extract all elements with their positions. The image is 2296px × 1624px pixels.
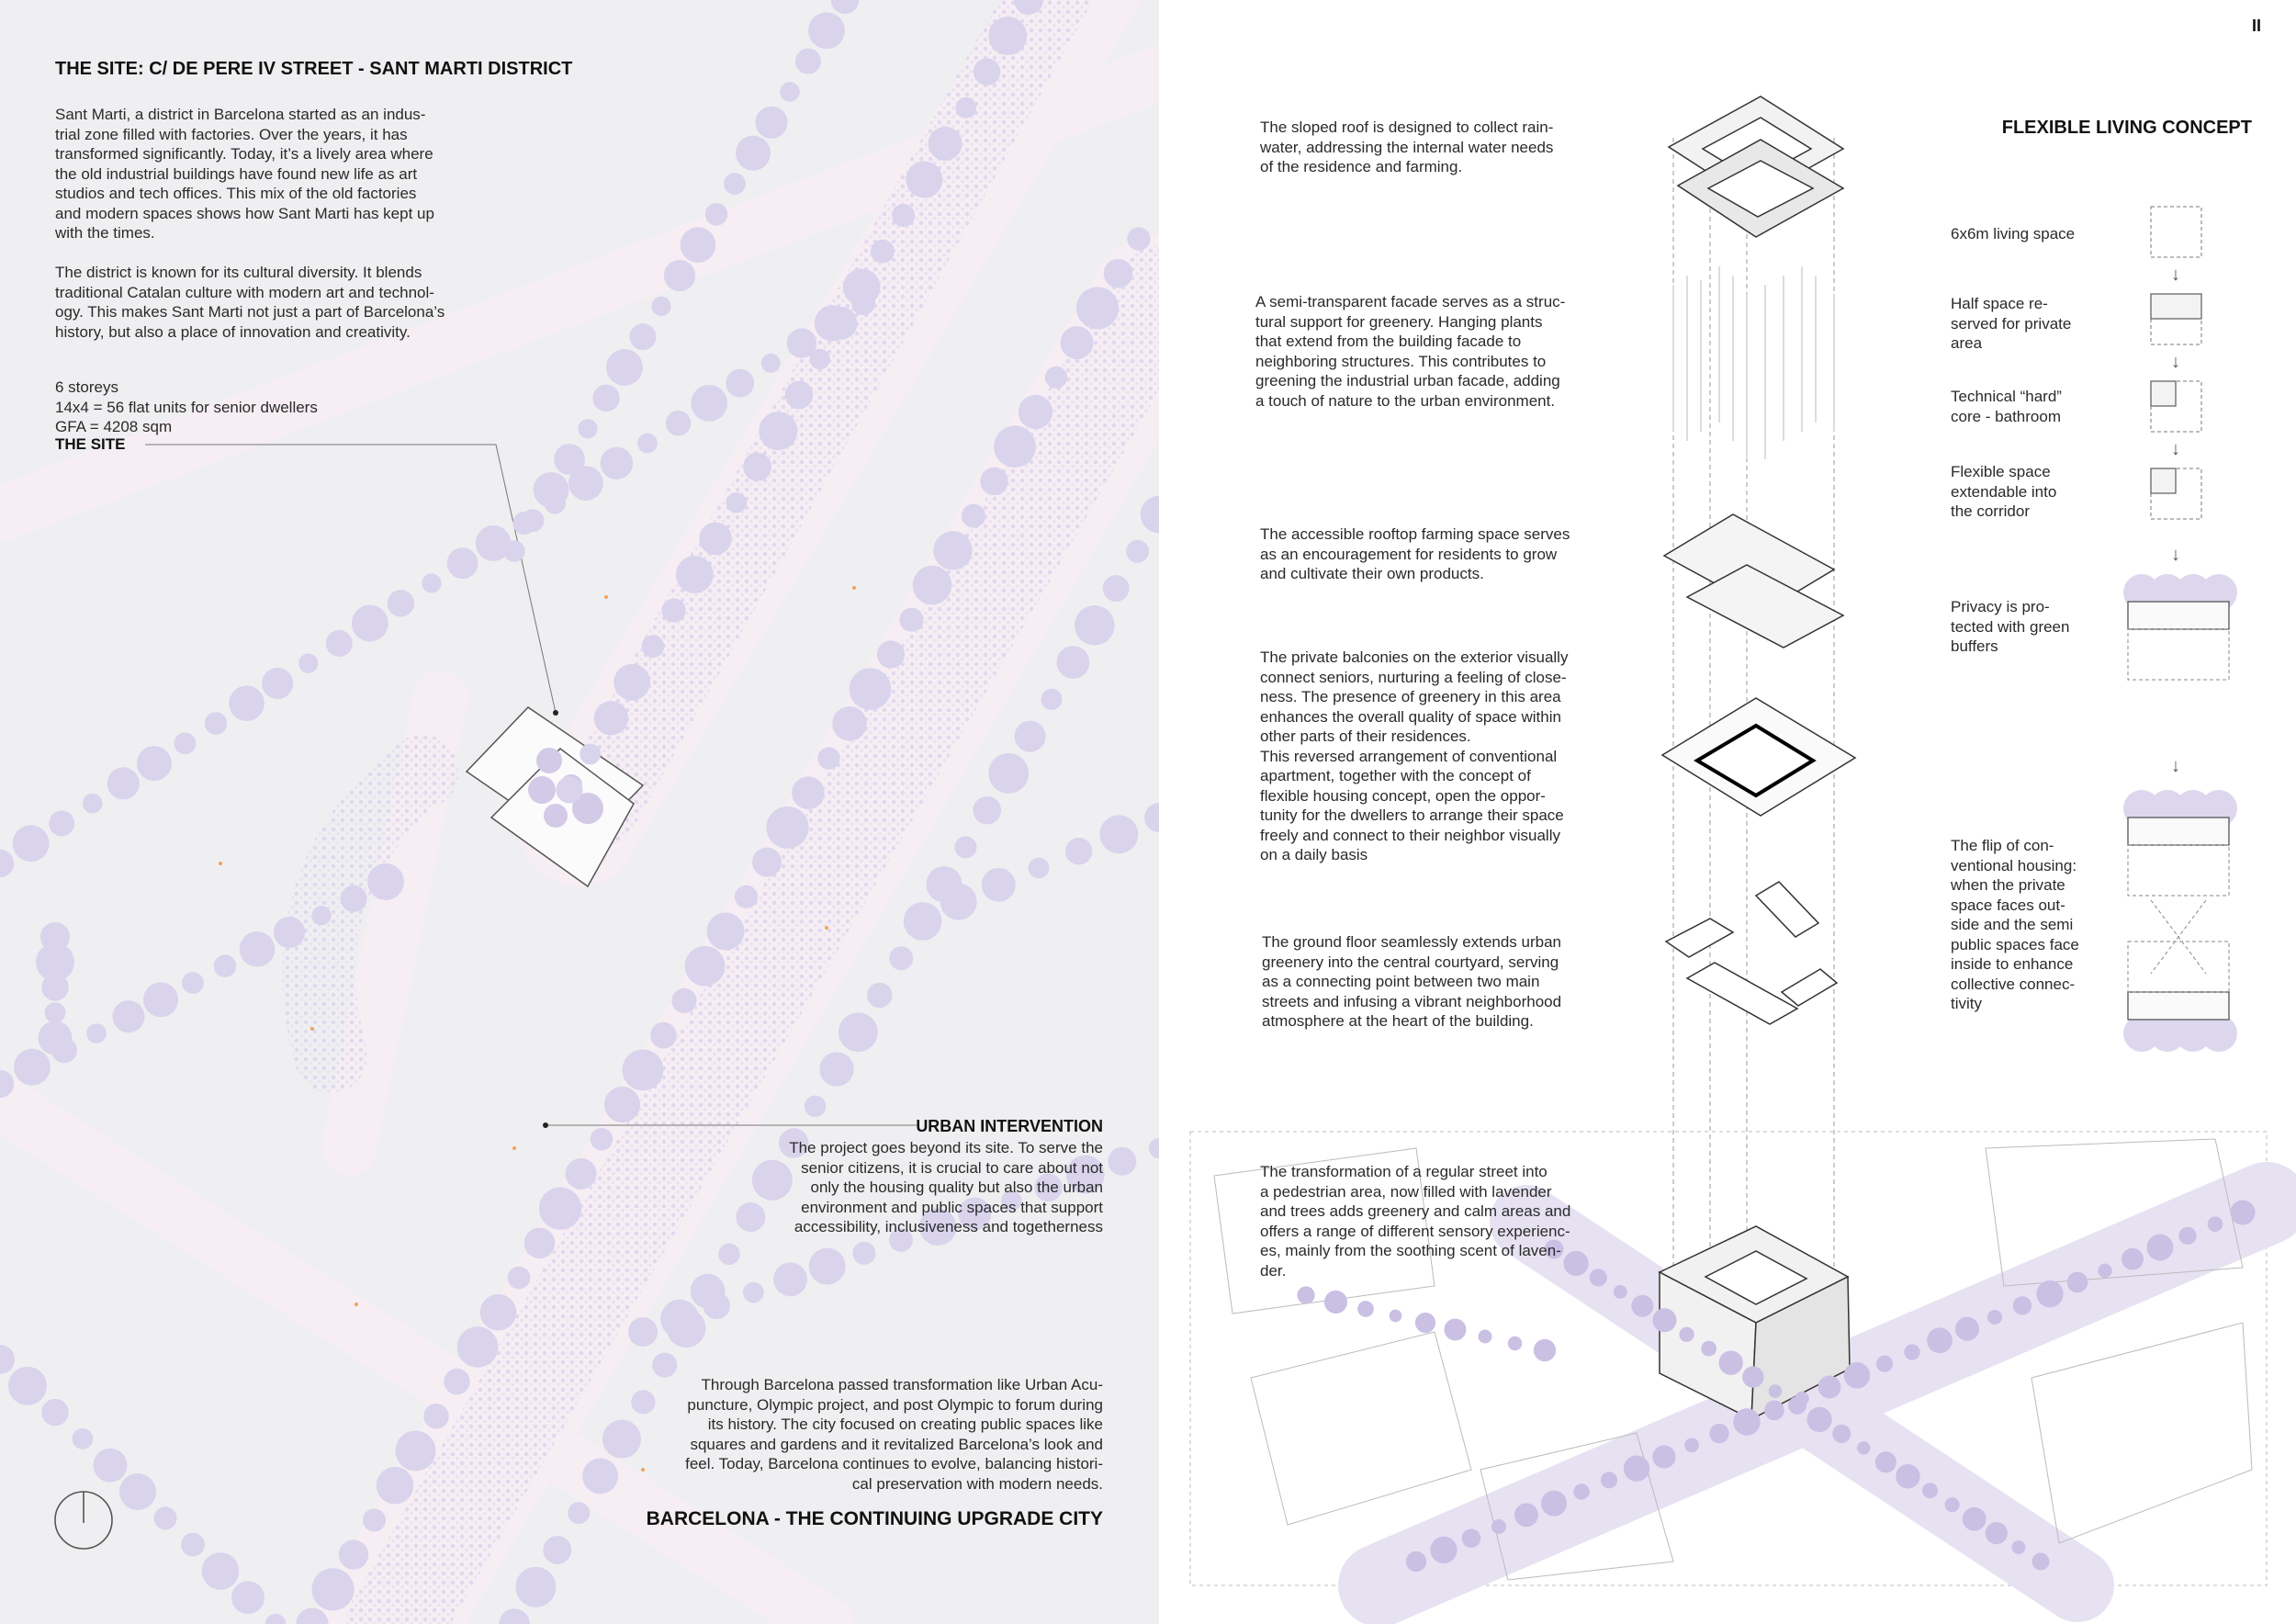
tree-circle [2098,1264,2111,1278]
tree-circle [0,850,14,877]
tree-circle [650,1022,677,1049]
tree-circle [785,381,814,410]
intro-paragraph-2: The district is known for its cultural diversity. It blends traditional Catalan culture with modern art and technol- ogy. This makes Sant Marti not just a part of Barcelona’s history, but also a place of innovation and creativity. [55,264,445,341]
tree-circle [795,49,821,74]
tree-circle [877,640,905,668]
tree-circle [512,512,535,535]
tree-circle [41,974,68,1000]
tree-circle [1514,1503,1538,1527]
tree-circle [867,983,892,1008]
tree-circle [515,1567,556,1607]
tree-circle [1103,575,1130,602]
tree-circle [143,982,178,1017]
tree-circle [107,767,140,799]
tree-circle [1019,395,1052,429]
tree-circle [705,203,728,226]
tree-circle [1099,815,1138,853]
tree-circle [1764,1401,1784,1421]
arrow-down-icon: ↓ [2171,265,2180,285]
tree-circle [980,468,1007,495]
tree-circle [592,385,619,412]
tree-circle [766,806,808,849]
tree-circle [83,794,103,814]
farming-text: The accessible rooftop farming space serves as an encouragement for residents to grow and cultivate their own products. [1260,525,1570,582]
tree-circle [137,746,172,781]
tree-circle [1357,1301,1374,1317]
tree-circle [543,1536,571,1564]
tree-circle [1075,605,1114,645]
tree-circle [831,0,859,14]
tree-circle [594,701,628,735]
tree-circle [0,1070,14,1098]
flex-step-1: 6x6m living space [1951,225,2076,242]
axonometric-page [1159,0,2296,1624]
tree-circle [892,204,915,227]
tree-circle [2013,1296,2032,1314]
flex-living-diagrams [2123,184,2289,1056]
svg-text:↓: ↓ [2171,439,2180,459]
tree-circle [623,1049,664,1090]
tree-circle [508,1267,531,1290]
tree-circle [933,531,972,570]
tree-circle [1844,1362,1871,1389]
tree-circle [1652,1308,1676,1332]
tree-circle [838,1012,878,1052]
tree-circle [726,369,754,398]
tree-circle [298,654,318,673]
tree-circle [377,1467,414,1505]
tree-circle [706,912,744,950]
tree-circle [637,434,658,454]
tree-circle [606,349,643,386]
tree-circle [736,136,771,171]
tree-circle [94,1449,128,1483]
tree-circle [1462,1528,1481,1548]
urban-intervention-text: The project goes beyond its site. To serve the senior citizens, it is crucial to care about not only the housing quality but also the urban environment and public spaces that support accessibility, inclusiveness and togetherness [789,1139,1103,1235]
flex-step-6: The flip of con- ventional housing: when the private space faces out- side and the semi public spaces face inside to enhance collective connec- tivity [1951,837,2079,1012]
tree-circle [929,127,962,161]
tree-circle [752,848,782,877]
tree-circle [311,906,331,925]
tree-circle [2036,1280,2063,1307]
tree-circle [852,1242,875,1265]
tree-circle [41,1399,68,1426]
tree-circle [913,566,952,605]
tree-circle [556,776,582,803]
tree-circle [262,668,293,699]
tree-circle [613,664,650,701]
tree-circle [954,836,976,858]
tree-circle [664,260,695,291]
flex-step-5: Privacy is pro- tected with green buffers [1951,598,2070,655]
tree-circle [1945,1497,1960,1512]
tree-circle [982,868,1016,902]
site-title: THE SITE: C/ DE PERE IV STREET - SANT MARTI DISTRICT [55,59,573,79]
tree-circle [1857,1441,1870,1454]
tree-circle [676,556,714,593]
tree-circle [1631,1295,1653,1317]
tree-circle [808,12,845,49]
tree-circle [1127,227,1150,250]
tree-circle [1955,1317,1979,1341]
tree-circle [2178,1227,2196,1245]
tree-circle [1818,1376,1841,1399]
tree-circle [1541,1491,1567,1517]
tree-circle [423,1404,449,1429]
tree-circle [1056,646,1089,679]
tree-circle [755,107,787,139]
tree-circle [1614,1285,1627,1299]
tree-circle [14,1049,51,1086]
tree-circle [671,988,696,1013]
urban-intervention-title: URBAN INTERVENTION [916,1117,1103,1135]
tree-circle [181,1533,205,1557]
tree-circle [1508,1336,1522,1350]
tree-circle [1108,1147,1136,1176]
tree-circle [457,1326,499,1368]
tree-circle [1149,1138,1159,1158]
tree-circle [726,492,747,513]
tree-circle [759,412,797,450]
tree-circle [630,323,657,350]
tree-circle [231,1581,264,1614]
tree-circle [174,732,197,754]
tree-circle [1491,1519,1506,1534]
tree-circle [296,1607,328,1624]
tree-circle [1045,367,1067,389]
flex-step-2: Half space re- served for private area [1951,295,2072,352]
tree-circle [1986,1522,2008,1544]
balcony-text: The private balconies on the exterior visually connect seniors, nurturing a feeling of close- ness. The presence of greenery in this area enhances the overall quality of space within other parts of their residences. This reversed arrangement of conventional apartment, together with the concept of flexible housing concept, open the oppor- tunity for the dwellers to arrange their space freely and connect to their neighbor visually on a daily basis [1260,648,1569,863]
tree-circle [1015,721,1046,752]
tree-circle [1987,1310,2002,1325]
tree-circle [1679,1327,1694,1342]
page-number: II [2252,17,2262,35]
tree-circle [341,885,367,912]
tree-circle [1065,838,1092,864]
tree-circle [2011,1540,2025,1554]
tree-circle [578,419,597,438]
tree-circle [681,227,716,263]
tree-circle [1104,259,1133,288]
tree-circle [326,630,353,657]
tree-circle [743,1282,764,1303]
tree-circle [787,328,816,357]
intro-paragraph-1: Sant Marti, a district in Barcelona started as an indus- trial zone filled with factories. Over the years, it has transformed significantly. Today, it’s a lively area where the old industrial buildings have found new life as art studios and tech offices. This mix of the old factories and modern spaces shows how Sant Marti has kept up with the times. [55,106,434,242]
tree-circle [1832,1425,1851,1443]
tree-circle [214,954,237,977]
tree-circle [1806,1407,1831,1432]
tree-circle [1896,1464,1920,1489]
tree-circle [539,1188,581,1230]
tree-circle [1478,1329,1491,1343]
tree-circle [1733,1408,1760,1435]
tree-circle [202,1552,240,1590]
tree-circle [1742,1366,1763,1387]
tree-circle [367,863,404,900]
tree-circle [1430,1537,1457,1563]
tree-circle [1406,1551,1426,1572]
tree-circle [832,706,867,741]
tree-circle [339,1539,368,1569]
tree-circle [601,447,633,479]
tree-circle [994,425,1036,468]
tree-circle [240,931,276,967]
tree-circle [1709,1424,1728,1443]
tree-circle [724,173,746,195]
tree-circle [2032,1553,2050,1571]
street-text: The transformation of a regular street into a pedestrian area, now filled with lavender and trees adds greenery and calm areas and offers a range of different sensory experienc- es, mainly from the soothing scent of laven- der. [1260,1163,1571,1280]
tree-circle [1769,1384,1783,1398]
tree-circle [388,590,414,616]
tree-circle [13,825,50,862]
tree-circle [1922,1483,1938,1498]
tree-circle [2230,1200,2255,1224]
tree-circle [1126,540,1149,563]
tree-circle [642,635,665,658]
tree-circle [476,525,512,561]
tree-circle [1927,1327,1953,1353]
tree-circle [1624,1455,1649,1481]
tree-circle [1963,1507,1986,1531]
tree-circle [815,305,850,341]
tree-circle [39,1021,73,1055]
tree-circle [906,161,942,197]
site-label: THE SITE [55,435,126,453]
tree-circle [1445,1319,1467,1341]
tree-circle [1297,1286,1314,1303]
tree-circle [851,291,875,315]
tree-circle [628,1317,658,1347]
tree-circle [1144,803,1159,832]
tree-circle [2067,1272,2088,1293]
tree-circle [988,753,1029,794]
tree-circle [871,240,895,264]
tree-circle [1573,1483,1590,1500]
tree-circle [1390,1310,1402,1323]
tree-circle [773,1262,807,1296]
tree-circle [652,1353,677,1378]
tree-circle [0,1345,15,1374]
tree-circle [988,17,1027,55]
tree-circle [1141,496,1159,534]
tree-circle [889,946,913,970]
tree-circle [735,885,758,908]
tree-circle [363,1508,386,1531]
tree-circle [1324,1291,1347,1314]
tree-circle [899,608,923,632]
barcelona-title: BARCELONA - THE CONTINUING UPGRADE CITY [646,1508,1103,1529]
tree-circle [1029,858,1050,879]
tree-circle [651,297,670,316]
tree-circle [662,598,686,622]
tree-circle [2122,1248,2144,1270]
svg-text:↓: ↓ [2171,756,2180,776]
tree-circle [153,1506,176,1529]
tree-circle [660,1300,699,1338]
svg-text:↓: ↓ [2171,352,2180,372]
tree-circle [1876,1356,1893,1372]
barcelona-text: Through Barcelona passed transformation like Urban Acu- puncture, Olympic project, and post Olympic to forum during its history. The city focused on creating public spaces like squares and gardens and it revitalized Barcelona’s look and feel. Today, Barcelona continues to evolve, balancing histori- cal preservation with modern needs. [685,1376,1103,1493]
tree-circle [703,1292,730,1319]
tree-circle [1904,1344,1919,1359]
tree-circle [480,1294,517,1331]
tree-circle [699,523,732,556]
svg-text:↓: ↓ [2171,545,2180,565]
tree-circle [1415,1313,1435,1333]
facade-text: A semi-transparent facade serves as a struc- tural support for greenery. Hanging plants that extend from the building facade to neighboring structures. This contributes to greening the industrial urban facade, adding a touch of nature to the urban environment. [1255,293,1566,410]
tree-circle [940,884,977,920]
ground-text: The ground floor seamlessly extends urban greenery into the central courtyard, serving as a connecting point between two main streets and infusing a vibrant neighborhood atmosphere at the heart of the building. [1262,933,1562,1030]
tree-circle [1076,287,1119,329]
tree-circle [86,1023,107,1043]
site-stats: 6 storeys 14x4 = 56 flat units for senior dwellers GFA = 4208 sqm [55,378,318,435]
tree-circle [974,58,1000,85]
tree-circle [265,1614,286,1624]
tree-circle [444,1369,469,1394]
tree-circle [974,796,1002,825]
tree-circle [666,411,692,436]
tree-circle [205,712,228,735]
tree-circle [780,82,800,102]
flex-step-3: Technical “hard” core - bathroom [1951,388,2062,425]
tree-circle [1684,1438,1699,1452]
tree-circle [817,747,839,769]
tree-circle [182,972,204,994]
tree-circle [591,1128,613,1151]
tree-circle [447,547,478,579]
tree-circle [685,946,726,987]
tree-circle [819,1052,853,1086]
tree-circle [524,1228,556,1259]
tree-circle [568,466,603,501]
tree-circle [352,605,388,642]
tree-circle [792,776,825,809]
tree-circle [1652,1445,1675,1468]
tree-circle [396,1431,436,1472]
tree-circle [1061,326,1094,359]
tree-circle [1701,1341,1716,1357]
tree-circle [1875,1451,1896,1472]
tree-circle [761,354,781,373]
tree-circle [119,1473,156,1510]
tree-circle [718,1244,740,1266]
tree-circle [1041,689,1062,710]
tree-circle [955,97,976,118]
flex-living-title: FLEXIBLE LIVING CONCEPT [2001,118,2252,138]
roof-text: The sloped roof is designed to collect rain- water, addressing the internal water needs of the residence and farming. [1260,118,1554,175]
tree-circle [545,492,566,513]
tree-circle [691,385,727,422]
tree-circle [743,453,771,481]
tree-circle [805,1096,826,1117]
tree-circle [1014,0,1043,15]
tree-circle [45,1002,66,1023]
tree-circle [809,1248,846,1285]
tree-circle [311,1568,354,1610]
tree-circle [274,917,305,948]
tree-circle [580,743,601,764]
tree-circle [73,1428,94,1449]
tree-circle [8,1367,47,1405]
flex-step-4: Flexible space extendable into the corridor [1951,463,2057,520]
tree-circle [229,685,264,721]
tree-circle [1788,1396,1806,1415]
tree-circle [422,573,441,592]
tree-circle [1601,1472,1617,1488]
tree-circle [604,1087,640,1122]
tree-circle [850,668,892,710]
tree-circle [49,810,74,836]
tree-circle [112,1000,144,1032]
tree-circle [1534,1339,1556,1361]
tree-circle [2208,1216,2223,1232]
tree-circle [962,504,985,528]
tree-circle [1719,1350,1743,1374]
tree-circle [565,1158,596,1190]
tree-circle [906,907,929,930]
tree-circle [2147,1235,2174,1261]
tree-circle [499,1608,530,1624]
